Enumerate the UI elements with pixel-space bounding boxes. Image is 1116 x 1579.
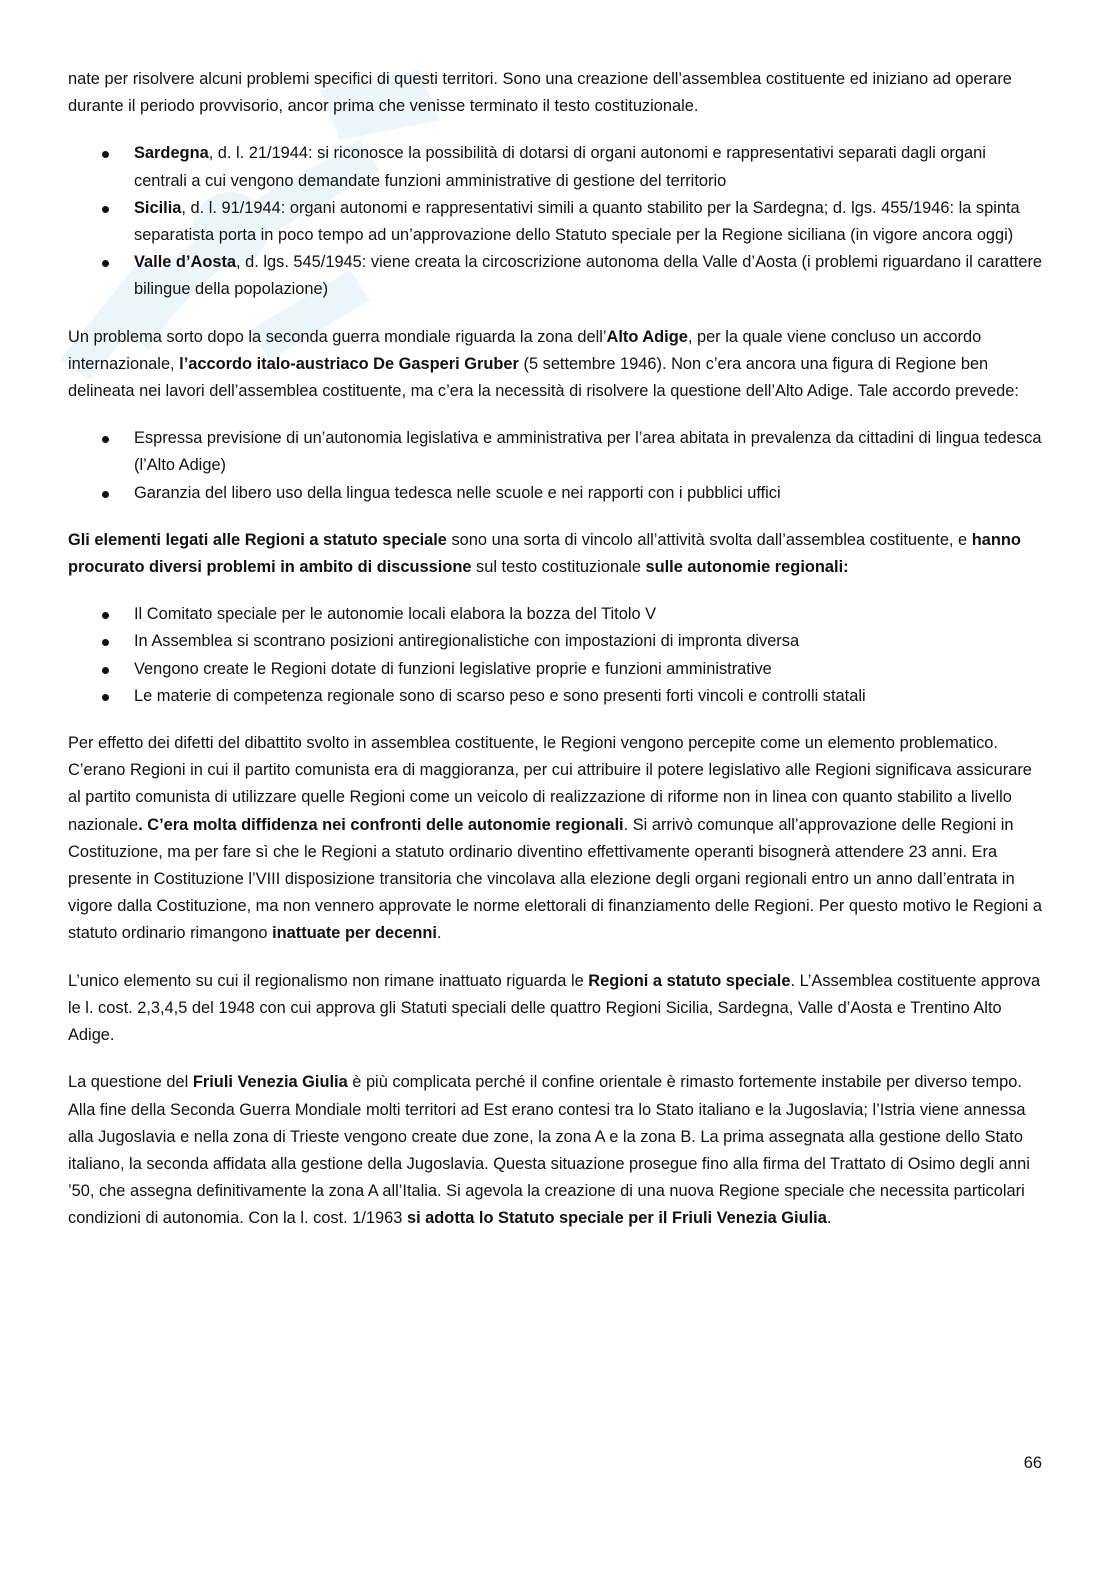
text-run: . — [826, 1209, 832, 1228]
text-run: Per effetto dei difetti del dibattito svolto in assemblea costituente, le Regioni vengono percepite come un elemento problematico. C’erano Regioni in cui il partito comunista era di maggioranza, per cui attribuire il potere legislativo alle Regioni significava assicurare al partito comunista di utilizzare quelle Regioni come un veicolo di realizzazione di riforme non in linea con quanto stabilito a livello nazionale — [68, 734, 1032, 834]
text-run: . C’era molta diffidenza nei confronti delle autonomie regionali — [138, 815, 624, 834]
text-run: l’accordo italo-austriaco De Gasperi Gruber — [179, 354, 519, 373]
paragraph-text — [68, 1069, 1043, 1232]
bullet-icon — [102, 260, 109, 267]
paragraph-text — [68, 66, 1043, 120]
text-run: inattuate per decenni — [272, 924, 437, 943]
paragraph-text — [68, 324, 1043, 406]
list-item-text-run: Espressa previsione di un’autonomia legislativa e amministrativa per l’area abitata in prevalenza da cittadini di lingua tedesca (l’Alto Adige) — [134, 429, 1042, 475]
bullet-icon — [102, 667, 109, 674]
list-item — [68, 656, 1043, 683]
text-run: è più complicata perché il confine orientale è rimasto fortemente instabile per diverso tempo. Alla fine della Seconda Guerra Mondiale molti territori ad Est erano contesi tra lo Stato italiano e la Jugoslavia; l’Istria viene annessa alla Jugoslavia e nella zona di Trieste vengono create due zone, la zona A e la zona B. La prima assegnata alla gestione dello Stato italiano, la seconda affidata alla gestione della Jugoslavia. Questa situazione prosegue fino alla firma del Trattato di Osimo degli anni ’50, che assegna definitivamente la zona A all’Italia. Si agevola la creazione di una nuova Regione speciale che necessita particolari condizioni di autonomia. Con la l. cost. 1/1963 — [68, 1073, 1030, 1228]
list-item — [68, 195, 1043, 249]
list-item-text-run: Sardegna — [134, 144, 209, 163]
text-run: sulle autonomie regionali: — [645, 558, 849, 577]
text-run: Alto Adige — [606, 327, 688, 346]
page-number: 66 — [1023, 1454, 1042, 1472]
paragraph-text — [68, 968, 1043, 1050]
list-item-text-run: , d. l. 91/1944: organi autonomi e rappresentativi simili a quanto stabilito per la Sardegna; d. lgs. 455/1946: la spinta separatista porta in poco tempo ad un’approvazione dello Statuto speciale per la Regione siciliana (in vigore ancora oggi) — [134, 198, 1020, 245]
list-item-text-run: Sicilia — [134, 198, 182, 217]
list-item-text-run: Valle d’Aosta — [134, 253, 237, 272]
intro-paragraph — [68, 66, 1043, 120]
list-item-text-run: In Assemblea si scontrano posizioni antiregionalistiche con impostazioni di impronta diversa — [134, 632, 800, 651]
text-run: . — [436, 924, 442, 943]
paragraph-friuli — [68, 1069, 1043, 1232]
text-run: Regioni a statuto speciale — [588, 971, 791, 990]
paragraph-alto-adige — [68, 324, 1043, 406]
text-run: , per la quale viene concluso un accordo internazionale, — [68, 327, 982, 373]
paragraph-text — [68, 527, 1043, 581]
bullet-icon — [102, 639, 109, 646]
list-item — [68, 480, 1043, 507]
bullet-icon — [102, 151, 109, 158]
list-item-text-run: Garanzia del libero uso della lingua tedesca nelle scuole e nei rapporti con i pubblici uffici — [134, 483, 781, 502]
bullet-list-accordo — [68, 425, 1043, 507]
text-run: Un problema sorto dopo la seconda guerra mondiale riguarda la zona dell’ — [68, 327, 607, 346]
paragraph-effetto — [68, 730, 1043, 948]
list-item — [68, 140, 1043, 194]
text-run: L’unico elemento su cui il regionalismo non rimane inattuato riguarda le — [68, 971, 589, 990]
list-item-text-run: Le materie di competenza regionale sono di scarso peso e sono presenti forti vincoli e controlli statali — [134, 686, 866, 705]
text-run: La questione del — [68, 1073, 193, 1092]
bullet-list-autonomie — [68, 601, 1043, 710]
paragraph-unico-elemento — [68, 968, 1043, 1050]
list-item-text-run: , d. l. 21/1944: si riconosce la possibilità di dotarsi di organi autonomi e rappresentativi separati dagli organi centrali a cui vengono demandate funzioni amministrative di gestione del territorio — [134, 144, 986, 190]
paragraph-text — [68, 730, 1043, 948]
list-item-text-run: Vengono create le Regioni dotate di funzioni legislative proprie e funzioni amministrative — [134, 659, 772, 678]
bullet-list-regioni — [68, 140, 1043, 303]
text-run: Gli elementi legati alle Regioni a statuto speciale — [68, 530, 447, 549]
list-item — [68, 249, 1043, 303]
text-run: . L’Assemblea costituente approva le l. cost. 2,3,4,5 del 1948 con cui approva gli Statuti speciali delle quattro Regioni Sicilia, Sardegna, Valle d’Aosta e Trentino Alto Adige. — [68, 971, 1041, 1045]
text-run: sono una sorta di vincolo all’attività svolta dall’assemblea costituente, e — [446, 530, 972, 549]
text-run: sul testo costituzionale — [471, 558, 646, 577]
text-run: Friuli Venezia Giulia — [192, 1073, 348, 1092]
text-run: si adotta lo Statuto speciale per il Friuli Venezia Giulia — [406, 1209, 827, 1228]
list-item — [68, 628, 1043, 655]
list-item — [68, 683, 1043, 710]
list-item — [68, 601, 1043, 628]
bullet-icon — [102, 612, 109, 619]
text-run: nate per risolvere alcuni problemi specifici di questi territori. Sono una creazione dell’assemblea costituente ed iniziano ad operare durante il periodo provvisorio, ancor prima che venisse terminato il testo costituzionale. — [68, 70, 1012, 116]
paragraph-elementi — [68, 527, 1043, 581]
bullet-icon — [102, 206, 109, 213]
list-item-text-run: Il Comitato speciale per le autonomie locali elabora la bozza del Titolo V — [134, 605, 657, 624]
bullet-icon — [102, 694, 109, 701]
document-body — [68, 66, 1043, 1253]
bullet-icon — [102, 436, 109, 443]
list-item — [68, 425, 1043, 479]
list-item-text-run: , d. lgs. 545/1945: viene creata la circoscrizione autonoma della Valle d’Aosta (i problemi riguardano il carattere bilingue della popolazione) — [134, 253, 1043, 299]
bullet-icon — [102, 491, 109, 498]
text-run: (5 settembre 1946). Non c’era ancora una figura di Regione ben delineata nei lavori dell’assemblea costituente, ma c’era la necessità di risolvere la questione dell’Alto Adige. Tale accordo prevede: — [68, 354, 1019, 401]
text-run: hanno procurato diversi problemi in ambito di discussione — [68, 530, 1021, 577]
text-run: . Si arrivò comunque all’approvazione delle Regioni in Costituzione, ma per fare sì che le Regioni a statuto ordinario diventino effettivamente operanti bisognerà attendere 23 anni. Era presente in Costituzione l’VIII disposizione transitoria che vincolava alla elezione degli organi regionali entro un anno dall’entrata in vigore dalla Costituzione, ma non vennero approvate le norme elettorali di finanziamento delle Regioni. Per questo motivo le Regioni a statuto ordinario rimangono — [68, 815, 1042, 943]
